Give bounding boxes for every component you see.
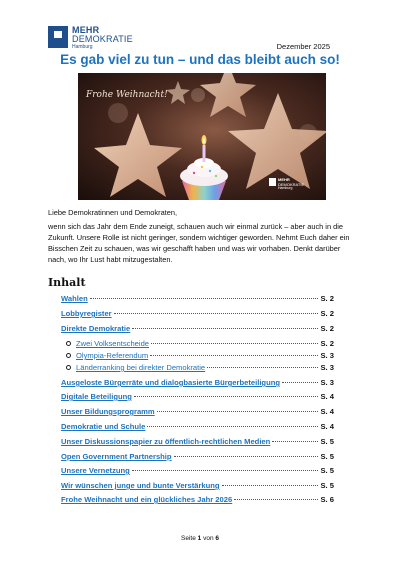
- toc-page-number: S. 4: [320, 422, 334, 431]
- toc-entry-link[interactable]: Zwei Volksentscheide: [76, 339, 150, 348]
- logo-text-line3: Hamburg: [72, 44, 93, 50]
- toc-entry-link[interactable]: Unsere Vernetzung: [61, 466, 130, 475]
- toc-entry-link[interactable]: Digitale Beteiligung: [61, 392, 132, 401]
- toc-leader-dots: [234, 499, 318, 500]
- list-bullet-icon: [66, 353, 71, 358]
- toc-entry-link[interactable]: Open Government Partnership: [61, 452, 172, 461]
- toc-entry[interactable]: [61, 452, 334, 461]
- toc-page-number: S. 3: [320, 378, 334, 387]
- toc-leader-dots: [207, 367, 318, 368]
- footer-separator: von: [203, 535, 214, 542]
- toc-page-number: S. 5: [320, 452, 334, 461]
- toc-heading: Inhalt: [48, 276, 86, 289]
- toc-leader-dots: [147, 426, 318, 427]
- toc-leader-dots: [132, 470, 319, 471]
- toc-entry-link[interactable]: Unser Diskussionspapier zu öffentlich-rechtlichen Medien: [61, 437, 271, 446]
- toc-leader-dots: [150, 355, 318, 356]
- toc-page-number: S. 5: [320, 466, 334, 475]
- letter-paragraph: wenn sich das Jahr dem Ende zuneigt, schauen auch wir einmal zurück – aber auch in die Zukunft. Unsere Rolle ist nicht geringer, sondern wichtiger geworden. Nehmt Euch daher ein Bisschen Zeit zu schauen, was wir geschafft haben und was wir vorhaben. Denkt darüber nach, wo Ihr Lust habt mitzugestalten.: [48, 222, 350, 264]
- toc-leader-dots: [134, 396, 319, 397]
- toc-leader-dots: [157, 411, 319, 412]
- toc-page-number: S. 3: [320, 351, 334, 360]
- toc-page-number: S. 2: [320, 294, 334, 303]
- toc-entry[interactable]: [61, 466, 334, 475]
- organization-logo: [48, 24, 168, 54]
- toc-leader-dots: [282, 382, 318, 383]
- toc-entry-link[interactable]: Wir wünschen junge und bunte Verstärkung: [61, 481, 220, 490]
- logo-text-line2: DEMOKRATIE: [72, 34, 133, 44]
- letter-greeting: Liebe Demokratinnen und Demokraten,: [48, 208, 178, 217]
- toc-entry[interactable]: [61, 422, 334, 431]
- toc-entry[interactable]: [61, 378, 334, 387]
- toc-entry-link[interactable]: Olympia-Referendum: [76, 351, 149, 360]
- toc-leader-dots: [174, 456, 319, 457]
- toc-entry-link[interactable]: Wahlen: [61, 294, 88, 303]
- toc-entry[interactable]: [61, 437, 334, 446]
- christmas-banner-image: [78, 73, 326, 200]
- toc-entry[interactable]: [61, 392, 334, 401]
- page-footer: [0, 535, 400, 542]
- toc-leader-dots: [132, 328, 318, 329]
- list-bullet-icon: [66, 341, 71, 346]
- logo-text-line1: MEHR: [72, 25, 100, 35]
- toc-entry-link[interactable]: Ausgeloste Bürgerräte und dialogbasierte Bürgerbeteiligung: [61, 378, 280, 387]
- banner-logo: [269, 177, 309, 191]
- document-title: Es gab viel zu tun – und das bleibt auch so!: [60, 52, 340, 67]
- toc-page-number: S. 5: [320, 481, 334, 490]
- toc-page-number: S. 2: [320, 324, 334, 333]
- toc-entry-link[interactable]: Direkte Demokratie: [61, 324, 131, 333]
- toc-subentry[interactable]: [76, 363, 334, 372]
- toc-leader-dots: [272, 441, 318, 442]
- toc-page-number: S. 2: [320, 339, 334, 348]
- toc-page-number: S. 4: [320, 392, 334, 401]
- footer-current-page: 1: [197, 535, 202, 542]
- toc-entry-link[interactable]: Länderranking bei direkter Demokratie: [76, 363, 206, 372]
- toc-entry-link[interactable]: Frohe Weihnacht und ein glückliches Jahr 2026: [61, 495, 233, 504]
- toc-leader-dots: [114, 313, 319, 314]
- toc-page-number: S. 5: [320, 437, 334, 446]
- footer-total-pages: 6: [215, 535, 219, 542]
- toc-entry[interactable]: [61, 294, 334, 303]
- toc-page-number: S. 3: [320, 363, 334, 372]
- toc-subentry[interactable]: [76, 351, 334, 360]
- banner-logo-line2: DEMOKRATIE: [278, 181, 305, 187]
- footer-prefix: Seite: [181, 535, 196, 542]
- toc-entry[interactable]: [61, 495, 334, 504]
- banner-greeting: Frohe Weihnacht!: [86, 90, 168, 100]
- toc-entry-link[interactable]: Unser Bildungsprogramm: [61, 407, 155, 416]
- banner-logo-line1: MEHR: [278, 177, 290, 182]
- toc-page-number: S. 4: [320, 407, 334, 416]
- toc-entry[interactable]: [61, 407, 334, 416]
- toc-leader-dots: [90, 298, 319, 299]
- toc-page-number: S. 6: [320, 495, 334, 504]
- toc-subentry[interactable]: [76, 339, 334, 348]
- list-bullet-icon: [66, 365, 71, 370]
- toc-entry[interactable]: [61, 309, 334, 318]
- toc-page-number: S. 2: [320, 309, 334, 318]
- document-date: Dezember 2025: [276, 42, 330, 51]
- toc-entry-link[interactable]: Demokratie und Schule: [61, 422, 146, 431]
- banner-logo-line3: Hamburg: [278, 186, 293, 190]
- toc-leader-dots: [151, 343, 318, 344]
- toc-entry-link[interactable]: Lobbyregister: [61, 309, 112, 318]
- logo-mark-icon: [48, 26, 68, 48]
- toc-entry[interactable]: [61, 324, 334, 333]
- banner-logo-mark-icon: [269, 178, 276, 186]
- toc-entry[interactable]: [61, 481, 334, 490]
- toc-leader-dots: [222, 485, 319, 486]
